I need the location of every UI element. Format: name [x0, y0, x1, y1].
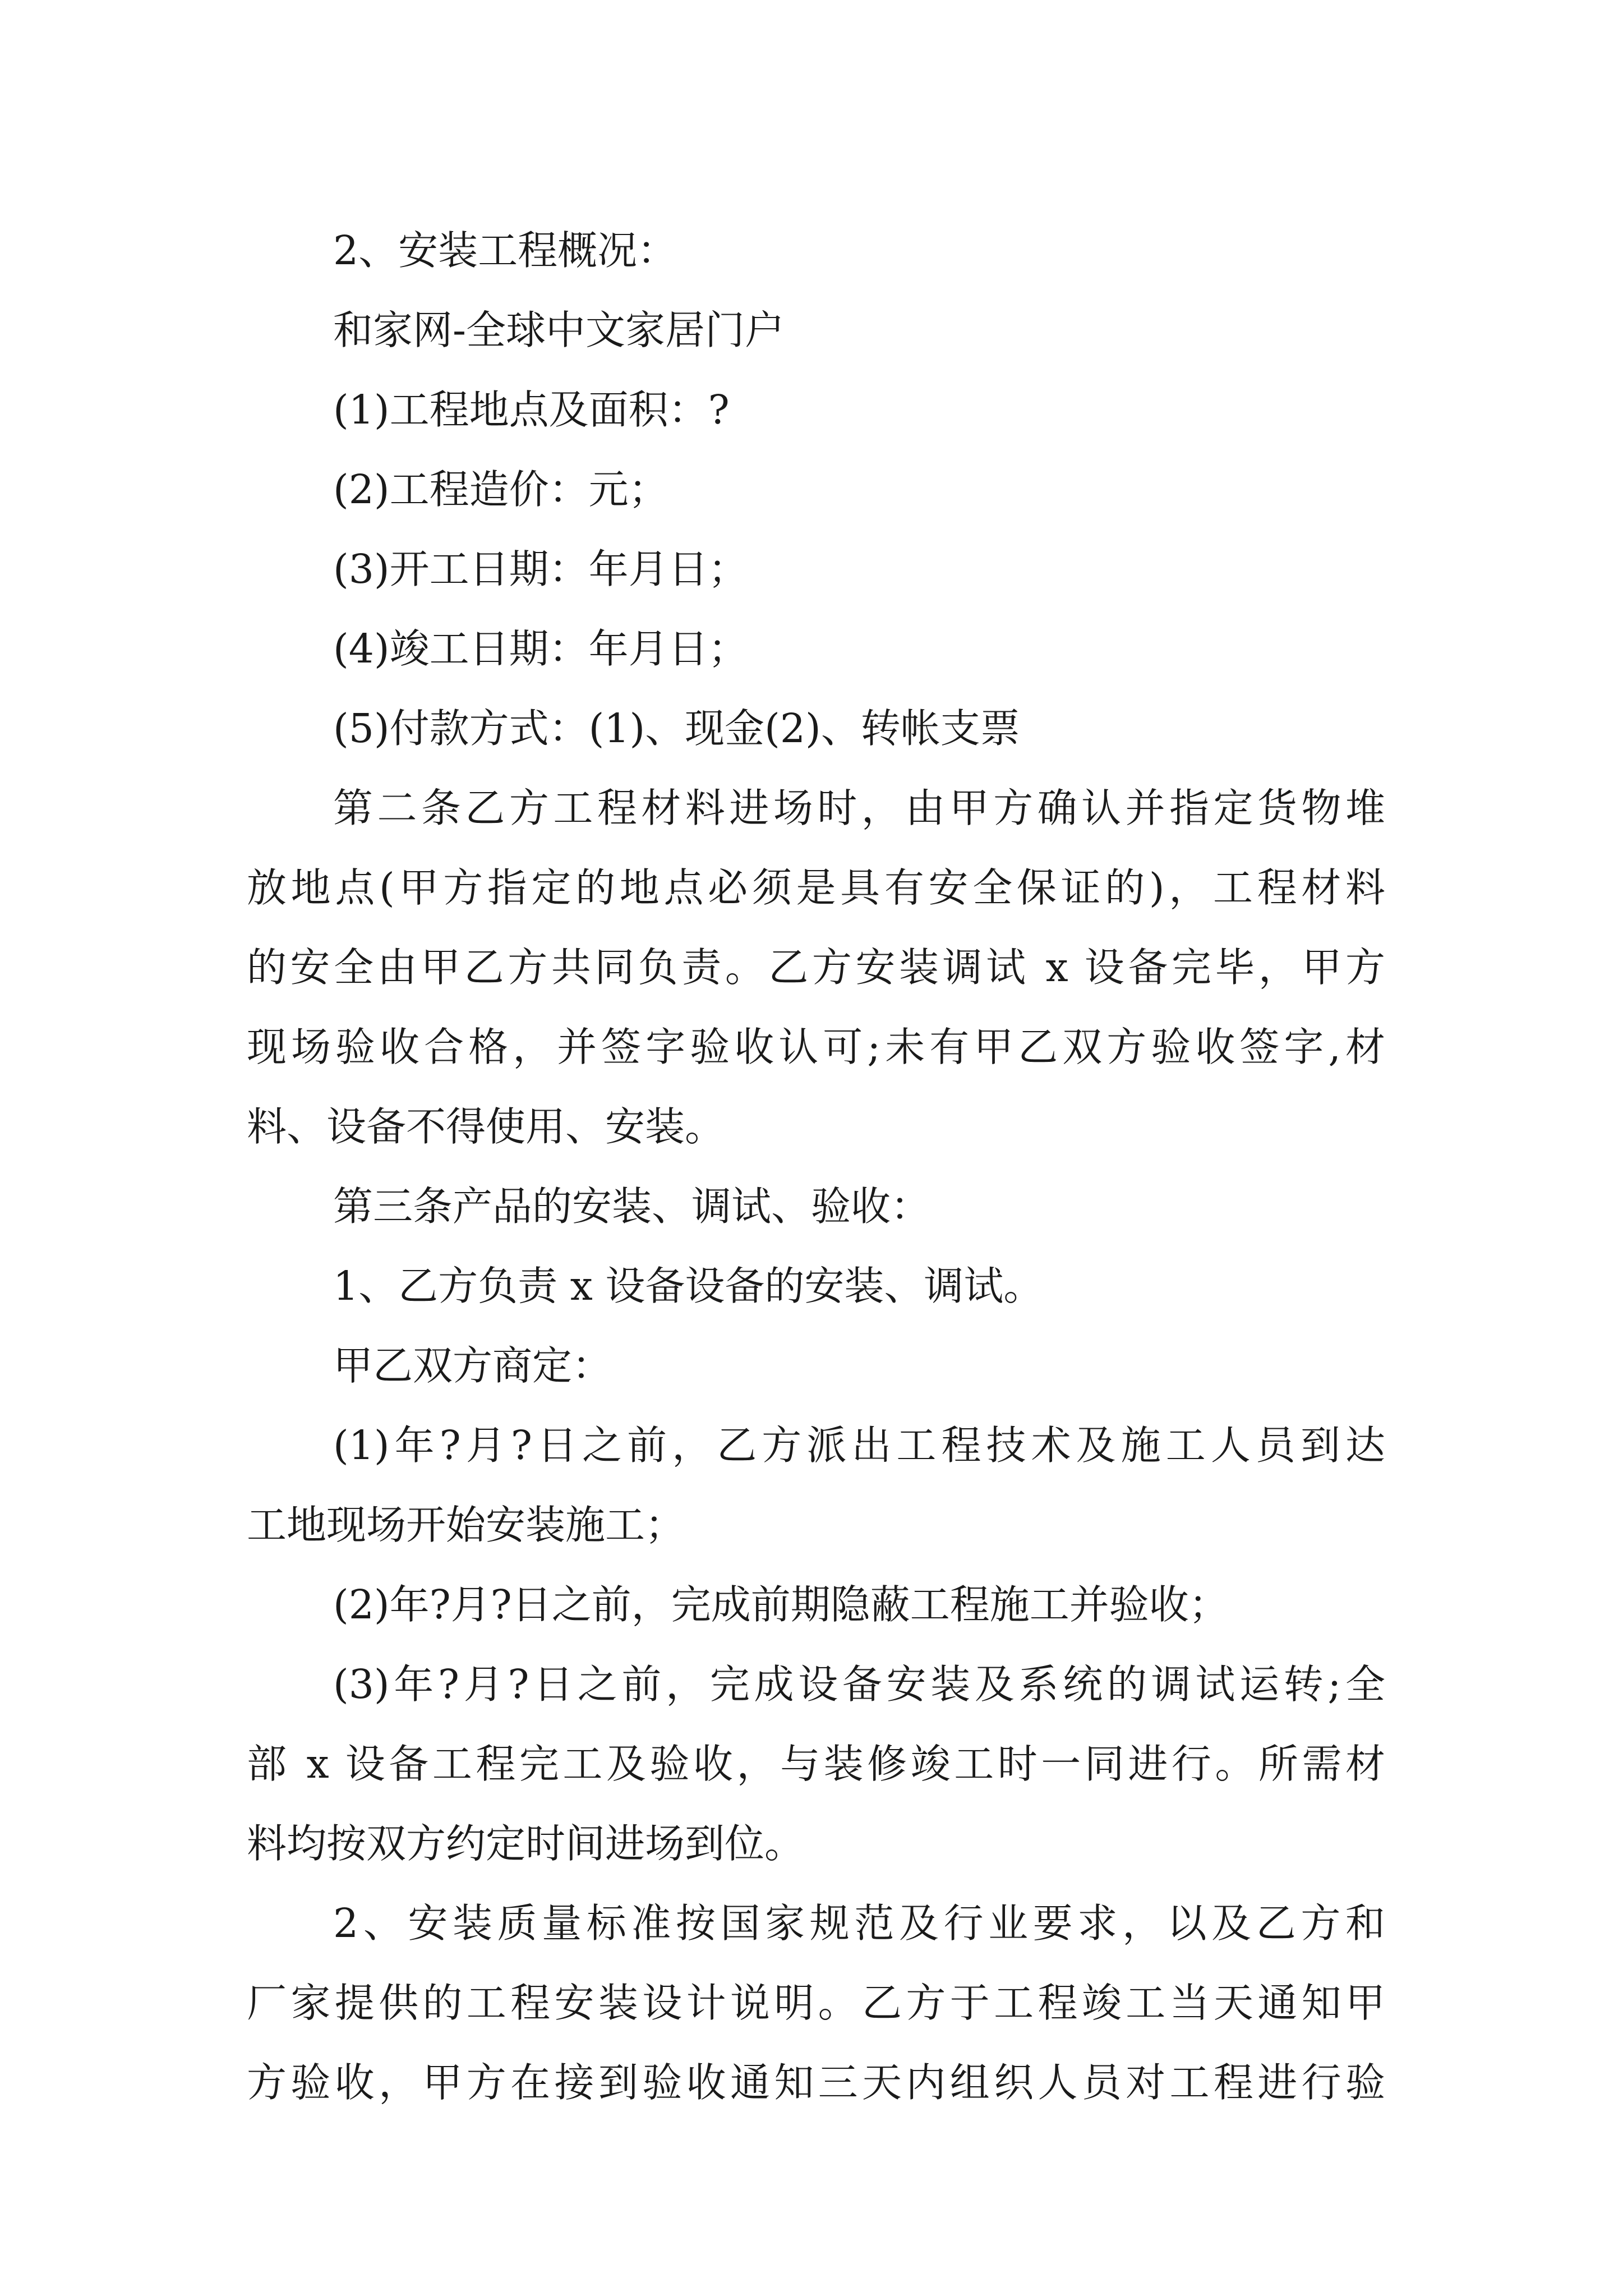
text-line: 现场验收合格，并签字验收认可;未有甲乙双方验收签字,材	[247, 1024, 1385, 1070]
text-line: 料、设备不得使用、安装。	[247, 1103, 725, 1150]
text-line: (5)付款方式：(1)、现金(2)、转帐支票	[333, 705, 1020, 752]
text-line: 工地现场开始安装施工；	[247, 1502, 685, 1548]
text-line: 放地点(甲方指定的地点必须是具有安全保证的)，工程材料	[247, 864, 1385, 911]
text-line: (2)工程造价：元；	[333, 466, 668, 513]
text-line: 甲乙双方商定：	[333, 1342, 612, 1389]
text-line: 部 x 设备工程完工及验收，与装修竣工时一同进行。所需材	[247, 1741, 1385, 1787]
text-line: 方验收，甲方在接到验收通知三天内组织人员对工程进行验	[247, 2059, 1385, 2106]
text-line: 厂家提供的工程安装设计说明。乙方于工程竣工当天通知甲	[247, 1980, 1385, 2026]
text-line: (2)年?月?日之前，完成前期隐蔽工程施工并验收；	[333, 1581, 1229, 1628]
text-line: (4)竣工日期：年月日；	[333, 625, 748, 672]
text-line: 2、安装工程概况：	[333, 227, 677, 274]
text-line: 第三条产品的安装、调试、验收：	[333, 1183, 931, 1230]
text-line: 料均按双方约定时间进场到位。	[247, 1820, 805, 1867]
text-line: 第二条乙方工程材料进场时，由甲方确认并指定货物堆	[333, 785, 1385, 831]
text-line: 1、乙方负责 x 设备设备的安装、调试。	[333, 1263, 1044, 1309]
text-line: 和家网-全球中文家居门户	[333, 307, 785, 353]
text-line: 的安全由甲乙方共同负责。乙方安装调试 x 设备完毕，甲方	[247, 944, 1385, 991]
text-line: 2、安装质量标准按国家规范及行业要求，以及乙方和	[333, 1900, 1385, 1947]
text-line: (3)年?月?日之前，完成设备安装及系统的调试运转;全	[333, 1661, 1385, 1708]
text-line: (1)年?月?日之前，乙方派出工程技术及施工人员到达	[333, 1422, 1385, 1469]
document-body	[247, 211, 1385, 2123]
text-line: (3)开工日期：年月日；	[333, 546, 748, 592]
text-line: (1)工程地点及面积：?	[333, 386, 730, 433]
